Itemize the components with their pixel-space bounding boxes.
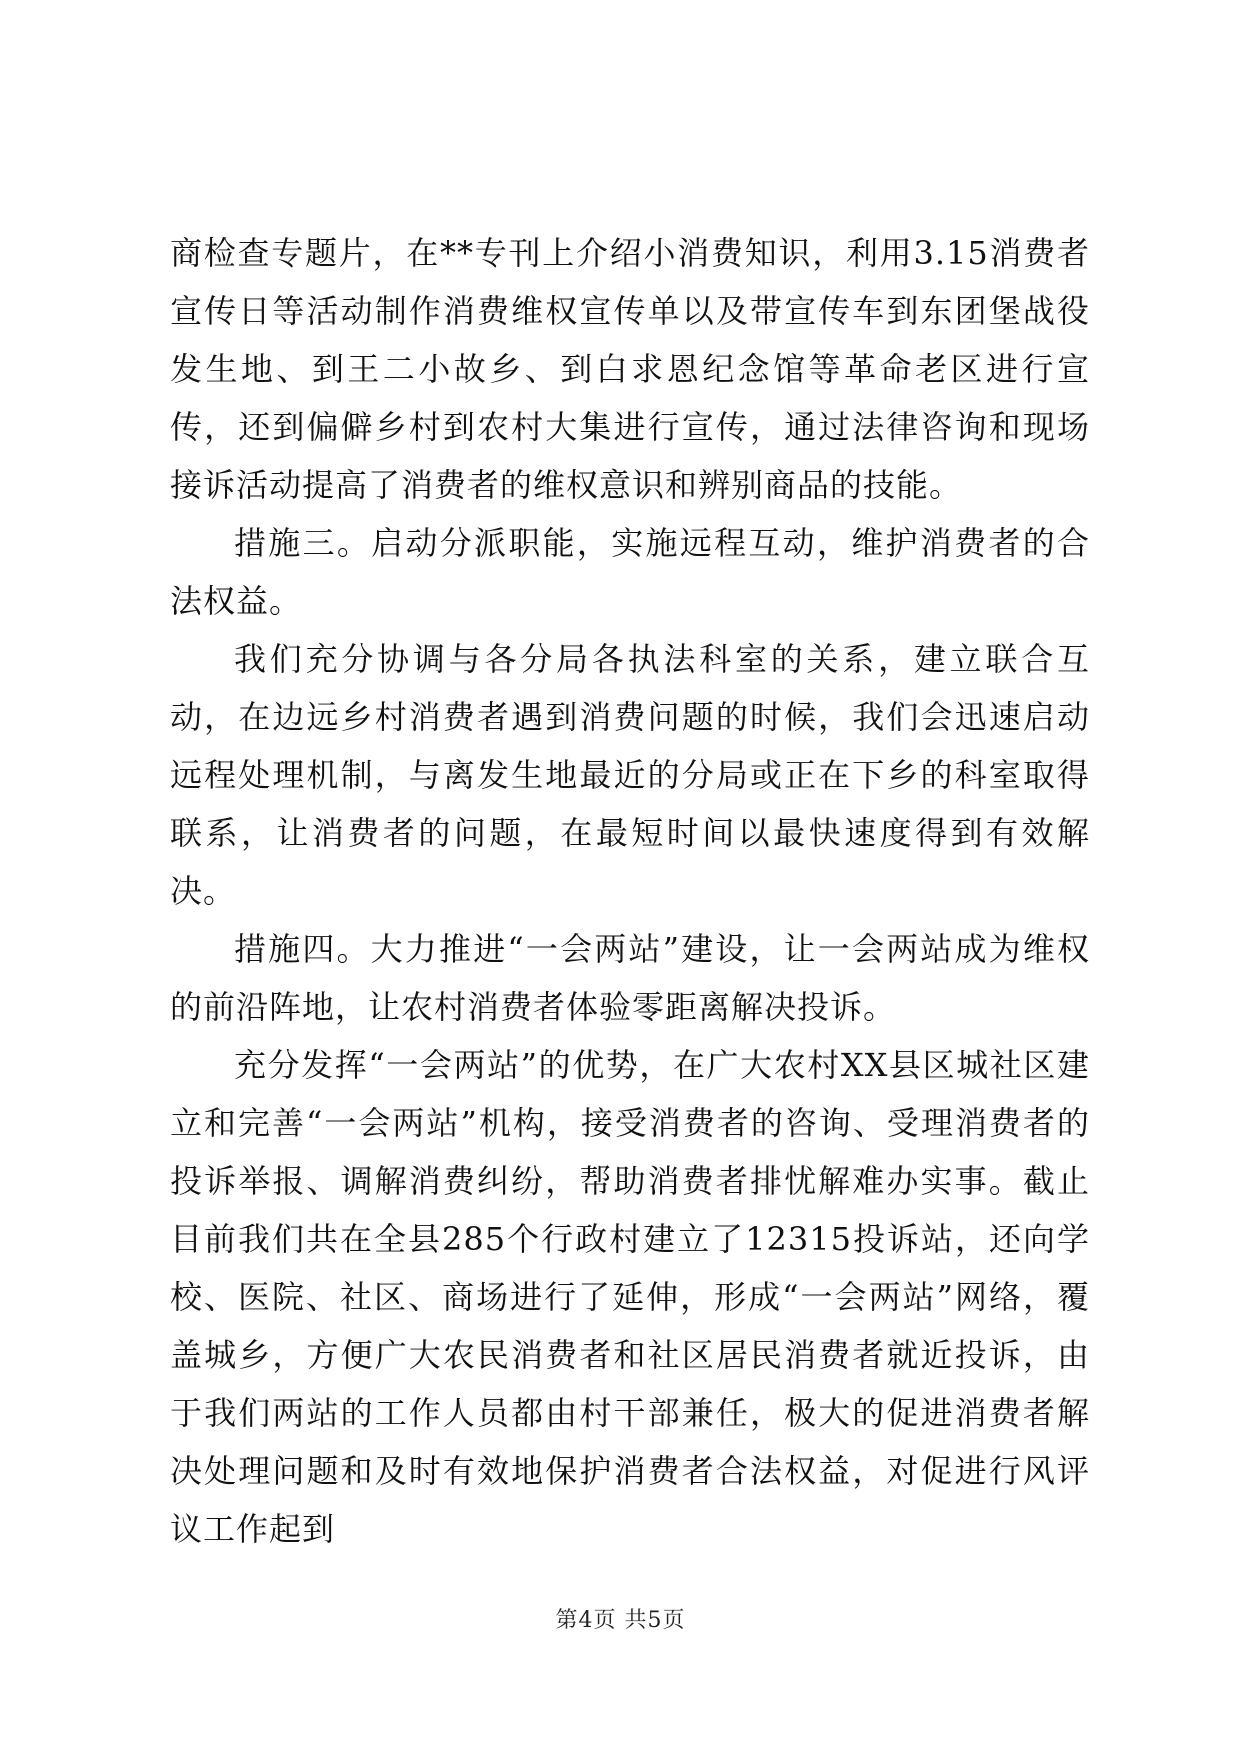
paragraph-continuation: 商检查专题片，在**专刊上介绍小消费知识，利用3.15消费者宣传日等活动制作消费维权宣传单以及带宣传车到东团堡战役发生地、到王二小故乡、到白求恩纪念馆等革命老区进行宣传，还到偏僻乡村到农村大集进行宣传，通过法律咨询和现场接诉活动提高了消费者的维权意识和辨别商品的技能。 <box>170 234 1090 504</box>
page-footer: 第4页 共5页 <box>555 1608 686 1633</box>
paragraph-measure-four-heading: 措施四。大力推进“一会两站”建设，让一会两站成为维权的前沿阵地，让农村消费者体验零距离解决投诉。 <box>170 930 1090 1026</box>
paragraph-measure-four-body: 充分发挥“一会两站”的优势，在广大农村XX县区城社区建立和完善“一会两站”机构，接受消费者的咨询、受理消费者的投诉举报、调解消费纠纷，帮助消费者排忧解难办实事。截止目前我们共在全县285个行政村建立了12315投诉站，还向学校、医院、社区、商场进行了延伸，形成“一会两站”网络，覆盖城乡，方便广大农民消费者和社区居民消费者就近投诉，由于我们两站的工作人员都由村干部兼任，极大的促进消费者解决处理问题和及时有效地保护消费者合法权益，对促进行风评议工作起到 <box>170 1046 1090 1548</box>
document-body <box>170 224 1090 1558</box>
paragraph-measure-three-heading: 措施三。启动分派职能，实施远程互动，维护消费者的合法权益。 <box>170 524 1090 620</box>
paragraph-measure-three-body: 我们充分协调与各分局各执法科室的关系，建立联合互动，在边远乡村消费者遇到消费问题的时候，我们会迅速启动远程处理机制，与离发生地最近的分局或正在下乡的科室取得联系，让消费者的问题，在最短时间以最快速度得到有效解决。 <box>170 640 1090 910</box>
